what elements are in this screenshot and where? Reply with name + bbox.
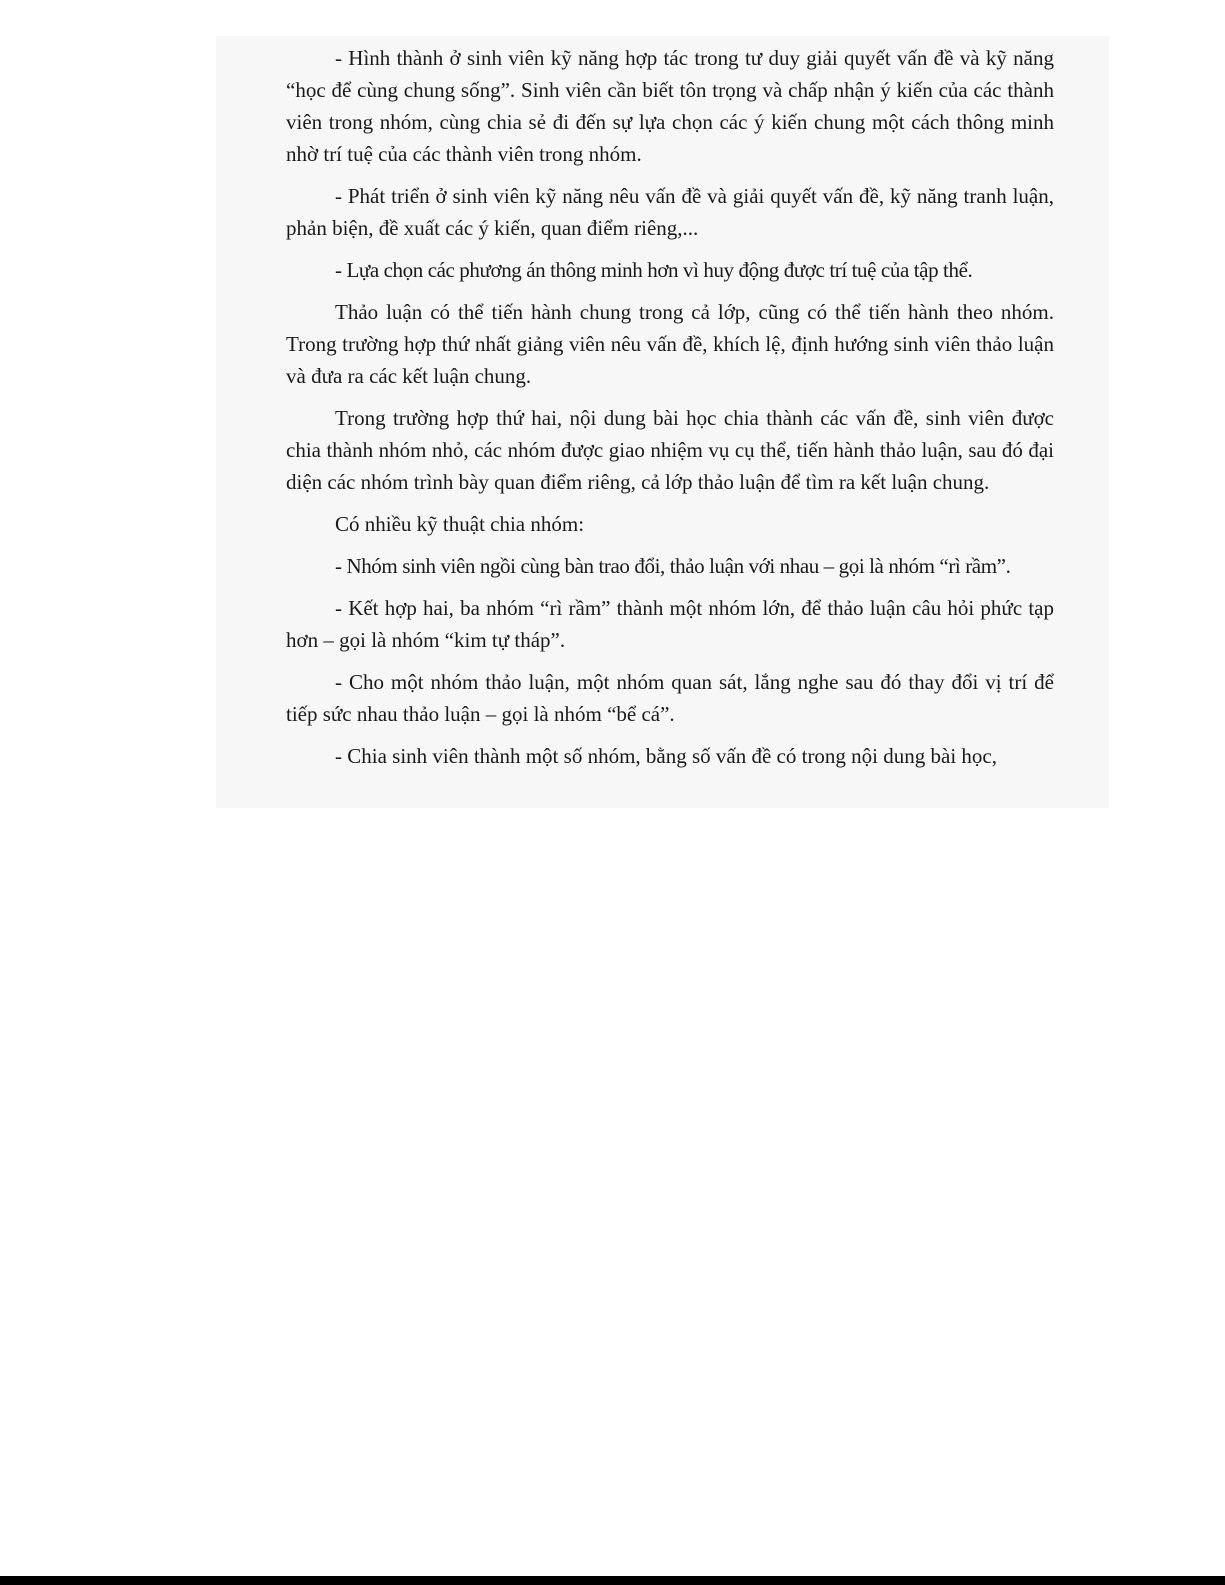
paragraph-murmur-group: - Nhóm sinh viên ngồi cùng bàn trao đổi, thảo luận với nhau – gọi là nhóm “rì rầm”. <box>335 554 1011 578</box>
bottom-border <box>0 1576 1225 1585</box>
paragraph-cooperation-skills: - Hình thành ở sinh viên kỹ năng hợp tác trong tư duy giải quyết vấn đề và kỹ năng “học để cùng chung sống”. Sinh viên cần biết tôn trọng và chấp nhận ý kiến của các thành viên trong nhóm, cùng chia sẻ đi đến sự lựa chọn các ý kiến chung một cách thông minh nhờ trí tuệ của các thành viên trong nhóm. <box>286 46 1054 166</box>
paragraph-fishbowl-group: - Cho một nhóm thảo luận, một nhóm quan sát, lắng nghe sau đó thay đổi vị trí để tiếp sức nhau thảo luận – gọi là nhóm “bể cá”. <box>286 670 1054 726</box>
paragraph-topic-groups: - Chia sinh viên thành một số nhóm, bằng số vấn đề có trong nội dung bài học, <box>335 744 997 768</box>
paragraph-grouping-techniques-intro: Có nhiều kỹ thuật chia nhóm: <box>335 512 585 536</box>
document-body <box>286 42 1054 782</box>
paragraph-problem-solving-skills: - Phát triển ở sinh viên kỹ năng nêu vấn đề và giải quyết vấn đề, kỹ năng tranh luận, phản biện, đề xuất các ý kiến, quan điểm riêng,... <box>286 184 1054 240</box>
paragraph-class-discussion: Thảo luận có thể tiến hành chung trong cả lớp, cũng có thể tiến hành theo nhóm. Trong trường hợp thứ nhất giảng viên nêu vấn đề, khích lệ, định hướng sinh viên thảo luận và đưa ra các kết luận chung. <box>286 300 1054 388</box>
paragraph-collective-intelligence: - Lựa chọn các phương án thông minh hơn vì huy động được trí tuệ của tập thể. <box>335 258 973 282</box>
paragraph-group-discussion: Trong trường hợp thứ hai, nội dung bài học chia thành các vấn đề, sinh viên được chia thành nhóm nhỏ, các nhóm được giao nhiệm vụ cụ thể, tiến hành thảo luận, sau đó đại diện các nhóm trình bày quan điểm riêng, cả lớp thảo luận để tìm ra kết luận chung. <box>286 406 1054 494</box>
paragraph-pyramid-group: - Kết hợp hai, ba nhóm “rì rầm” thành một nhóm lớn, để thảo luận câu hỏi phức tạp hơn – gọi là nhóm “kim tự tháp”. <box>286 596 1054 652</box>
